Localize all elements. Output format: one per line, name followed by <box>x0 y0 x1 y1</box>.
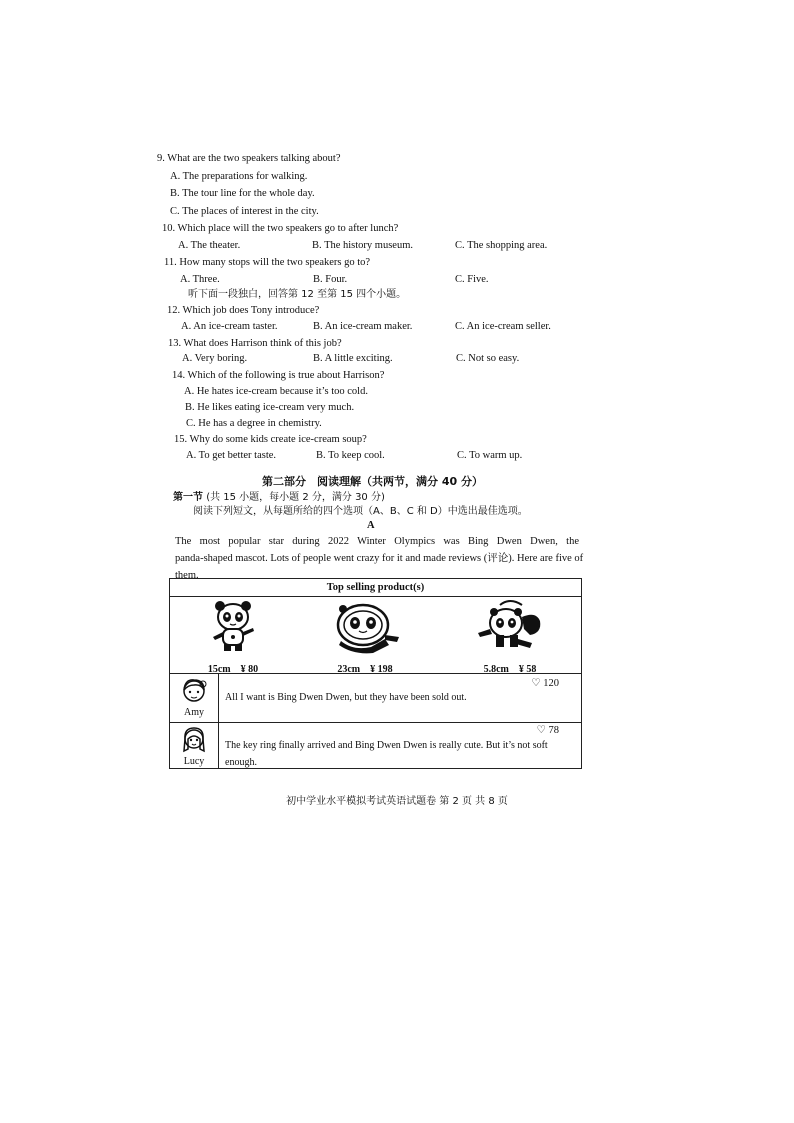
product-item <box>455 599 565 674</box>
passage-line-1: The most popular star during 2022 Winter Olympics was Bing Dwen Dwen, the <box>175 536 579 547</box>
girl-avatar-icon <box>179 725 209 755</box>
q9-option-c: C. The places of interest in the city. <box>170 206 319 217</box>
q14-option-b: B. He likes eating ice-cream very much. <box>185 402 355 413</box>
q14-option-c: C. He has a degree in chemistry. <box>186 418 322 429</box>
q11-option-a: A. Three. <box>180 274 220 285</box>
review-line: enough. <box>225 757 257 768</box>
like-count: ♡ 120 <box>531 678 559 689</box>
table-divider <box>170 722 581 723</box>
q13-option-a: A. Very boring. <box>182 353 248 364</box>
table-divider <box>170 673 581 674</box>
panda-figure-icon <box>203 599 263 655</box>
q11-option-c: C. Five. <box>455 274 489 285</box>
q12-stem: 12. Which job does Tony introduce? <box>167 305 320 316</box>
q13-option-c: C. Not so easy. <box>456 353 520 364</box>
part2-heading: 第二部分 阅读理解（共两节，满分 40 分） <box>262 475 483 488</box>
page-footer: 初中学业水平模拟考试英语试题卷 第 2 页 共 8 页 <box>286 796 508 807</box>
product-item <box>178 599 288 674</box>
section1-label: 第一节 <box>173 492 203 503</box>
like-count: ♡ 78 <box>536 725 559 736</box>
passage-letter: A <box>367 520 375 531</box>
q15-option-a: A. To get better taste. <box>186 450 277 461</box>
reading-instruction: 阅读下列短文，从每题所给的四个选项（A、B、C 和 D）中选出最佳选项。 <box>193 506 528 517</box>
q9-option-a: A. The preparations for walking. <box>170 171 308 182</box>
table-column-divider <box>218 673 219 768</box>
review-line: The key ring finally arrived and Bing Dwen Dwen is really cute. But it’s not soft <box>225 740 548 751</box>
monologue-instruction: 听下面一段独白，回答第 12 至第 15 四个小题。 <box>188 289 407 300</box>
q10-stem: 10. Which place will the two speakers go to after lunch? <box>162 223 399 234</box>
girl-avatar-icon <box>179 676 209 706</box>
section1-note: (共 15 小题，每小题 2 分，满分 30 分) <box>206 492 385 503</box>
q15-option-c: C. To warm up. <box>457 450 523 461</box>
q15-option-b: B. To keep cool. <box>316 450 385 461</box>
reviewer-name: Amy <box>184 707 204 718</box>
reviewer-amy <box>173 676 215 718</box>
q12-option-b: B. An ice-cream maker. <box>313 321 413 332</box>
q12-option-c: C. An ice-cream seller. <box>455 321 551 332</box>
review-line: All I want is Bing Dwen Dwen, but they have been sold out. <box>225 692 467 703</box>
q14-stem: 14. Which of the following is true about Harrison? <box>172 370 385 381</box>
q10-option-b: B. The history museum. <box>312 240 414 251</box>
passage-intro <box>175 533 584 584</box>
q14-option-a: A. He hates ice-cream because it’s too cold. <box>184 386 368 397</box>
product-item <box>310 599 420 674</box>
q10-option-a: A. The theater. <box>178 240 241 251</box>
passage-line-3: them. <box>175 570 199 581</box>
keyring-figure-icon <box>470 599 550 655</box>
product-size-price: 5.8cm ¥ 58 <box>483 664 537 675</box>
q13-stem: 13. What does Harrison think of this job? <box>168 338 342 349</box>
review-text <box>225 689 555 706</box>
section1-header <box>173 491 385 504</box>
q13-option-b: B. A little exciting. <box>313 353 393 364</box>
q12-option-a: A. An ice-cream taster. <box>181 321 278 332</box>
q9-option-b: B. The tour line for the whole day. <box>170 188 315 199</box>
q15-stem: 15. Why do some kids create ice-cream soup? <box>174 434 367 445</box>
q11-stem: 11. How many stops will the two speakers go to? <box>164 257 371 268</box>
q10-option-c: C. The shopping area. <box>455 240 548 251</box>
reviewer-name: Lucy <box>183 756 205 767</box>
panda-doll-icon <box>323 599 407 655</box>
passage-line-2: panda-shaped mascot. Lots of people went crazy for it and made reviews (评论). Here are five of <box>175 553 584 564</box>
product-size-price: 15cm ¥ 80 <box>207 664 259 675</box>
q11-option-b: B. Four. <box>313 274 348 285</box>
q9-stem: 9. What are the two speakers talking about? <box>157 153 341 164</box>
reviewer-lucy <box>173 725 215 767</box>
product-size-price: 23cm ¥ 198 <box>337 664 393 675</box>
product-review-table <box>169 578 582 769</box>
review-text <box>225 737 555 771</box>
table-title: Top selling product(s) <box>170 579 581 597</box>
